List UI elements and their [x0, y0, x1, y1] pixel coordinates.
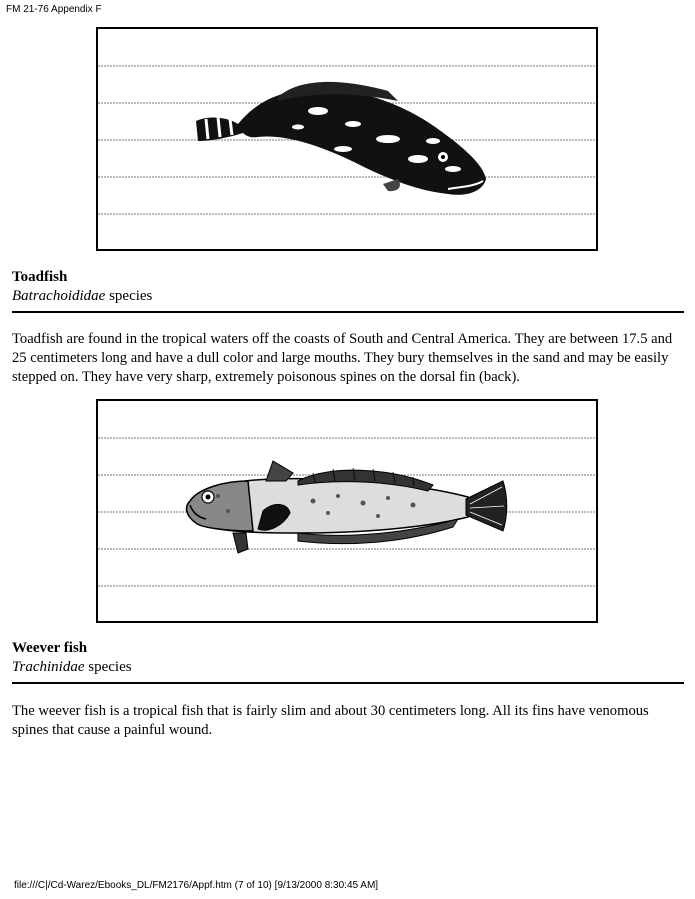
- toadfish-icon: [196, 82, 486, 195]
- weever-fish-drawing: [98, 401, 596, 621]
- toadfish-drawing: [98, 29, 596, 249]
- weever-fish-scientific-name: Trachinidae species: [12, 659, 132, 675]
- weever-fish-description: The weever fish is a tropical fish that is fairly slim and about 30 centimeters long. All its fins have venomous spines that cause a painful wound.: [12, 703, 649, 738]
- page-footer: file:///C|/Cd-Warez/Ebooks_DL/FM2176/Appf.htm (7 of 10) [9/13/2000 8:30:45 AM]: [14, 880, 379, 891]
- toadfish-scientific-name: Batrachoididae species: [12, 288, 153, 304]
- toadfish-illustration: [96, 27, 598, 251]
- divider: [12, 311, 684, 313]
- weever-fish-illustration: [96, 399, 598, 623]
- toadfish-title: Toadfish: [12, 269, 68, 285]
- page-header: FM 21-76 Appendix F: [6, 4, 102, 15]
- divider: [12, 682, 684, 684]
- toadfish-description: Toadfish are found in the tropical waters off the coasts of South and Central America. They are between 17.5 and 25 centimeters long and have a dull color and large mouths. They bury themselves in the sand and may be easily stepped on. They have very sharp, extremely poisonous spines on the dorsal fin (back).: [12, 331, 673, 385]
- weever-fish-title: Weever fish: [12, 640, 88, 656]
